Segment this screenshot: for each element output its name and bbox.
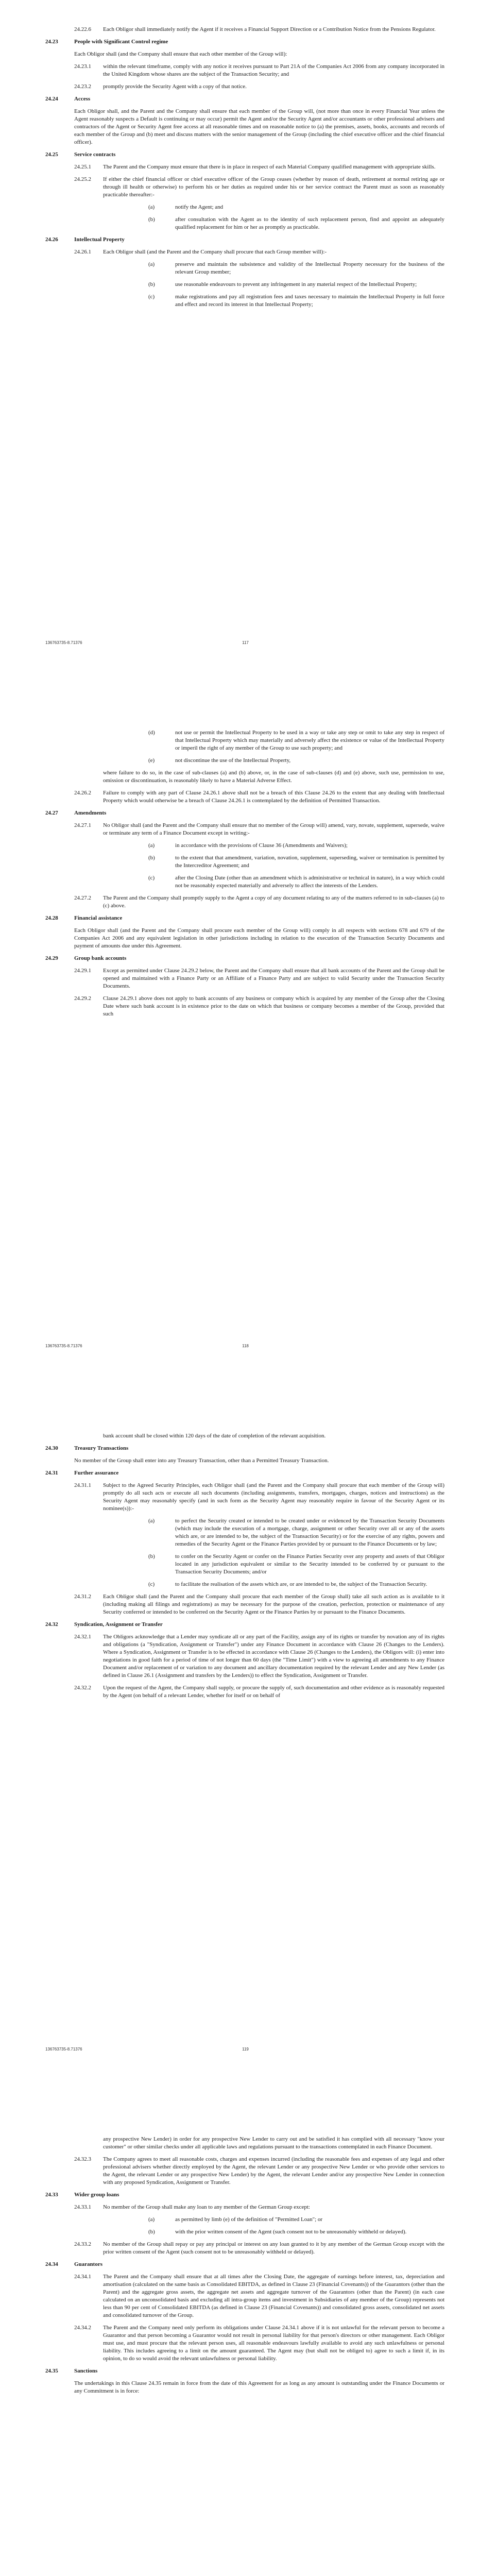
clause-24-29-2	[74, 995, 444, 1018]
clause-text: No member of the Group shall make any loan to any member of the German Group except:	[103, 2204, 310, 2210]
document-reference: 136763735-8.71376	[45, 1344, 82, 1348]
item-text: to perfect the Security created or intended to be created under or evidenced by the Transaction Security Documents (which may include the execution of a mortgage, charge, assignment or other Security over all or any of the assets which are, or are intended to be, the subject of the Transaction Security) or for the exercise of any rights, powers and remedies of the Security Agent or the Finance Parties provided by or pursuant to the Finance Documents or by law;	[175, 1518, 444, 1547]
clause-24-29-1	[74, 967, 444, 990]
clause-number: 24.25.2	[74, 176, 91, 182]
item-letter: (b)	[148, 2229, 155, 2235]
clause-24-31-2	[74, 1593, 444, 1616]
clause-24-25-2-a	[148, 204, 444, 211]
clause-text: Each Obligor shall (and the Parent and the Company shall procure that each member of the Group shall) take all such action as is available to it (including making all filings and registrations) as may be necessary for the purpose of the creation, perfection, protection or maintenance of any Security conferred or intended to be conferred on the Security Agent or the Finance Parties by or pursuant to the Finance Documents.	[103, 1594, 444, 1615]
paragraph: The undertakings in this Clause 24.35 remain in force from the date of this Agreement for as long as any amount is outstanding under the Finance Documents or any Commitment is in force:	[74, 2380, 444, 2394]
paragraph: Each Obligor shall (and the Parent and the Company shall procure each member of the Group will) comply in all respects with sections 678 and 679 of the Companies Act 2006 and any equivalent legislation in other jurisdictions including in relation to the execution of the Transaction Security Documents and payment of amounts due under this Agreement.	[74, 927, 444, 949]
page-1-content	[45, 26, 444, 313]
item-letter: (a)	[148, 1518, 155, 1524]
clause-number: 24.26.1	[74, 249, 91, 255]
clause-24-25-1	[74, 163, 444, 171]
section-number: 24.33	[45, 2192, 58, 2198]
clause-24-33-1	[74, 2204, 444, 2211]
section-title: Amendments	[74, 810, 107, 816]
item-text: not use or permit the Intellectual Property to be used in a way or take any step or omit to take any step in respect of that Intellectual Property which may materially and adversely affect the existence or value of the Intellectual Property or imperil the right of any member of the Group to use such property; and	[175, 730, 444, 751]
clause-number: 24.34.2	[74, 2325, 91, 2331]
document-reference: 136763735-8.71376	[45, 640, 82, 645]
clause-24-25-2	[74, 176, 444, 199]
clause-text: within the relevant timeframe, comply with any notice it receives pursuant to Part 21A of the Companies Act 2006 from any company incorporated in the United Kingdom whose shares are the subject of the Transaction Security; and	[103, 63, 444, 77]
clause-24-31-1	[74, 1482, 444, 1513]
item-text: not discontinue the use of the Intellectual Property,	[175, 757, 291, 764]
clause-24-23-1	[74, 63, 444, 78]
item-letter: (a)	[148, 261, 155, 267]
item-letter: (b)	[148, 855, 155, 861]
item-text: after the Closing Date (other than an amendment which is administrative or technical in nature), in a way which could not be reasonably expected materially and adversely to affect the interests of the Lenders.	[175, 875, 444, 889]
clause-text: Subject to the Agreed Security Principles, each Obligor shall (and the Parent and the Company shall procure that each member of the Group will) promptly do all such acts or execute all such documents (including assignments, transfers, mortgages, charges, notices and instructions) as the Security Agent may reasonably specify (and in such form as the Security Agent may reasonably require in favour of the Security Agent or its nominee(s)):-	[103, 1482, 444, 1512]
clause-24-26-1-a	[148, 261, 444, 276]
page-footer	[45, 1342, 445, 1349]
item-letter: (a)	[148, 204, 155, 210]
clause-text: The Parent and the Company shall ensure that at all times after the Closing Date, the aggregate of earnings before interest, tax, depreciation and amortisation (calculated on the same basis as Consolidated EBITDA, as defined in Clause 23 (Financial Covenants)) of the Guarantors (other than the Parent) and the aggregate gross assets, the aggregate net assets and aggregate turnover of the Guarantors (other than the Parent) (in each case calculated on an unconsolidated basis and excluding all intra-group items and investment in Subsidiaries of any member of the Group) represents not less than 90 per cent of Consolidated EBITDA (as defined in Clause 23 (Financial Covenants)) and consolidated gross assets, consolidated net assets and consolidated turnover of the Group.	[103, 2274, 444, 2318]
paragraph: Each Obligor shall, and the Parent and the Company shall ensure that each member of the Group will, (not more than once in every Financial Year unless the Agent reasonably suspects a Default is continuing or may occur) permit the Agent and/or the Security Agent and/or accountants or other professional advisers and contractors of the Agent or Security Agent free access at all reasonable times and on reasonable notice to (a) the premises, assets, books, accounts and records of each member of the Group and (b) meet and discuss matters with the senior management of the Group (including the chief executive officer and the chief financial officer).	[74, 108, 444, 145]
clause-24-27-1	[74, 822, 444, 837]
item-letter: (a)	[148, 2216, 155, 2223]
item-text: after consultation with the Agent as to the identity of such replacement person, find and appoint an adequately qualified replacement for him or her as promptly as practicable.	[175, 216, 444, 230]
clause-text: No Obligor shall (and the Parent and the Company shall ensure that no member of the Group will) amend, vary, novate, supplement, supersede, waive or terminate any term of a Finance Document except in writing:-	[103, 822, 444, 836]
heading-24-30	[45, 1445, 444, 1452]
item-text: notify the Agent; and	[175, 204, 224, 210]
section-number: 24.35	[45, 2368, 58, 2374]
clause-text: No member of the Group shall repay or pay any principal or interest on any loan granted to it by any member of the German Group except with the prior written consent of the Agent (such consent not to be unreasonably withheld or delayed).	[103, 2241, 444, 2255]
section-title: Wider group loans	[74, 2192, 119, 2198]
section-title: Further assurance	[74, 1470, 119, 1476]
document-reference: 136763735-8.71376	[45, 2047, 82, 2052]
heading-24-33	[45, 2191, 444, 2199]
clause-number: 24.27.1	[74, 822, 91, 828]
item-text: to facilitate the realisation of the assets which are, or are intended to be, the subject of the Transaction Security.	[175, 1581, 427, 1587]
clause-text: Each Obligor shall (and the Parent and the Company shall procure that each Group member will):-	[103, 249, 327, 255]
clause-text: The Parent and the Company shall promptly supply to the Agent a copy of any document relating to any of the matters referred to in sub-clauses (a) to (c) above.	[103, 895, 444, 909]
clause-24-23-2	[74, 83, 444, 91]
heading-24-31	[45, 1469, 444, 1477]
clause-24-25-2-b	[148, 216, 444, 231]
clause-number: 24.33.2	[74, 2241, 91, 2247]
clause-text: Each Obligor shall immediately notify the Agent if it receives a Financial Support Direction or a Contribution Notice from the Pensions Regulator.	[103, 26, 436, 32]
clause-24-26-1-c	[148, 293, 444, 309]
section-title: People with Significant Control regime	[74, 39, 168, 45]
item-letter: (c)	[148, 294, 155, 300]
page-3	[0, 1406, 497, 2110]
clause-24-26-1-b	[148, 281, 444, 289]
heading-24-24	[45, 95, 444, 103]
item-letter: (b)	[148, 216, 155, 223]
clause-number: 24.23.2	[74, 83, 91, 90]
clause-24-33-1-a	[148, 2216, 444, 2224]
clause-text: Upon the request of the Agent, the Company shall supply, or procure the supply of, such documentation and other evidence as is reasonably requested by the Agent (on behalf of a relevant Lender, whether for itself or on behalf of	[103, 1685, 444, 1699]
heading-24-27	[45, 809, 444, 817]
clause-number: 24.26.2	[74, 790, 91, 796]
section-number: 24.30	[45, 1445, 58, 1451]
clause-number: 24.25.1	[74, 164, 91, 170]
item-text: with the prior written consent of the Agent (such consent not to be unreasonably withheld or delayed).	[175, 2229, 407, 2235]
clause-number: 24.32.3	[74, 2156, 91, 2162]
section-number: 24.26	[45, 236, 58, 243]
clause-number: 24.32.1	[74, 1634, 91, 1640]
clause-24-33-1-b	[148, 2228, 444, 2236]
paragraph: bank account shall be closed within 120 days of the date of completion of the relevant acquisition.	[103, 1433, 326, 1439]
section-number: 24.28	[45, 915, 58, 921]
clause-24-31-1-a	[148, 1517, 444, 1548]
page-number: 118	[242, 1344, 249, 1348]
paragraph: any prospective New Lender) in order for any prospective New Lender to carry out and be satisfied it has complied with all necessary "know your customer" or other similar checks under all applicable laws and regulations pursuant to the transactions contemplated in each Finance Document.	[103, 2136, 444, 2150]
item-text: make registrations and pay all registration fees and taxes necessary to maintain the Intellectual Property in full force and effect and record its interest in that Intellectual Property;	[175, 294, 444, 308]
page-4	[0, 2110, 497, 2576]
clause-number: 24.22.6	[74, 26, 91, 32]
section-number: 24.34	[45, 2261, 58, 2267]
clause-text: Clause 24.29.1 above does not apply to bank accounts of any business or company which is acquired by any member of the Group after the Closing Date where such bank account is in existence prior to the date on which that business or company becomes a member of the Group, provided that such	[103, 995, 444, 1017]
section-title: Treasury Transactions	[74, 1445, 129, 1451]
clause-24-27-1-a	[148, 842, 444, 850]
section-number: 24.27	[45, 810, 58, 816]
clause-text: The Parent and the Company must ensure that there is in place in respect of each Material Company qualified management with appropriate skills.	[103, 164, 436, 170]
heading-24-32	[45, 1621, 444, 1629]
clause-24-26-1-d	[148, 729, 444, 752]
item-text: to the extent that that amendment, variation, novation, supplement, superseding, waiver or termination is permitted by the Intercreditor Agreement; and	[175, 855, 444, 869]
heading-24-35	[45, 2367, 444, 2375]
section-number: 24.25	[45, 151, 58, 158]
clause-number: 24.34.1	[74, 2274, 91, 2280]
section-number: 24.29	[45, 955, 58, 961]
page-number: 119	[242, 2047, 249, 2052]
clause-24-26-1-e	[148, 757, 444, 765]
heading-24-29	[45, 955, 444, 962]
item-text: preserve and maintain the subsistence and validity of the Intellectual Property necessary for the business of the relevant Group member;	[175, 261, 444, 275]
item-text: use reasonable endeavours to prevent any infringement in any material respect of the Intellectual Property;	[175, 281, 417, 287]
heading-24-26	[45, 236, 444, 244]
section-title: Sanctions	[74, 2368, 98, 2374]
clause-number: 24.33.1	[74, 2204, 91, 2210]
section-title: Group bank accounts	[74, 955, 127, 961]
section-title: Service contracts	[74, 151, 116, 158]
paragraph: No member of the Group shall enter into any Treasury Transaction, other than a Permitted Treasury Transaction.	[74, 1458, 329, 1464]
heading-24-25	[45, 151, 444, 159]
clause-24-34-2	[74, 2324, 444, 2363]
paragraph: where failure to do so, in the case of sub-clauses (a) and (b) above, or, in the case of sub-clauses (d) and (e) above, such use, permission to use, omission or discontinuation, is reasonably likely to have a Material Adverse Effect.	[103, 770, 444, 784]
page-1	[0, 0, 497, 703]
section-number: 24.31	[45, 1470, 58, 1476]
item-text: to confer on the Security Agent or confer on the Finance Parties Security over any property and assets of that Obligor located in any jurisdiction equivalent or similar to the Security intended to be conferred by or pursuant to the Transaction Security Documents; and/or	[175, 1553, 444, 1575]
section-title: Syndication, Assignment or Transfer	[74, 1621, 163, 1628]
page-2-content	[45, 729, 444, 1023]
item-letter: (a)	[148, 842, 155, 849]
item-letter: (e)	[148, 757, 155, 764]
clause-text: promptly provide the Security Agent with a copy of that notice.	[103, 83, 247, 90]
clause-24-34-1	[74, 2273, 444, 2319]
clause-24-32-1	[74, 1633, 444, 1680]
heading-24-34	[45, 2261, 444, 2268]
clause-text: Failure to comply with any part of Clause 24.26.1 above shall not be a breach of this Clause 24.26 to the extent that any dealing with Intellectual Property which would otherwise be a breach of Clause 24.26.1 is contemplated by the definition of Permitted Transaction.	[103, 790, 444, 804]
item-letter: (d)	[148, 730, 155, 736]
item-letter: (b)	[148, 1553, 155, 1560]
clause-24-32-2	[74, 1684, 444, 1700]
clause-24-27-1-c	[148, 874, 444, 890]
clause-text: Except as permitted under Clause 24.29.2 below, the Parent and the Company shall ensure that all bank accounts of the Parent and the Group shall be opened and maintained with a Finance Party or an Affiliate of a Finance Party and are subject to valid Security under the Transaction Security Documents.	[103, 968, 444, 989]
page-number: 117	[242, 640, 249, 645]
clause-24-22-6	[74, 26, 444, 33]
clause-text: The Obligors acknowledge that a Lender may syndicate all or any part of the Facility, assign any of its rights or transfer by novation any of its rights and obligations (a "Syndication, Assignment or Transfer") under any Finance Document in accordance with Clause 26 (Changes to the Lenders). Where a Syndication, Assignment or Transfer is to be effected in accordance with Clause 26 (Changes to the Lenders), the Obligors will: (i) enter into negotiations in good faith for a period of time of not longer than 60 days (the "Time Limit") with a view to agreeing all amendments to any Finance Document and/or replacement of or variation to any document and ancillary documentation required by the relevant Lender and any New Lender (as defined in Clause 26.1 (Assignment and transfers by the Lenders)) to effect the Syndication, Assignment or Transfer.	[103, 1634, 444, 1679]
clause-number: 24.31.2	[74, 1594, 91, 1600]
clause-24-31-1-b	[148, 1553, 444, 1576]
section-title: Financial assistance	[74, 915, 123, 921]
clause-text: The Company agrees to meet all reasonable costs, charges and expenses incurred (including the reasonable fees and expenses of any legal and other professional advisers whether directly employed by the Agent, the relevant Lender or any prospective New Lender or who provide other services to the Agent, the relevant Lender or any prospective New Lender) by the Agent, the relevant Lender and/or any prospective New Lender in connection with any proposed Syndication, Assignment or Transfer.	[103, 2156, 444, 2185]
clause-number: 24.23.1	[74, 63, 91, 70]
item-letter: (c)	[148, 875, 155, 881]
clause-24-26-1	[74, 248, 444, 256]
clause-number: 24.31.1	[74, 1482, 91, 1488]
page-2	[0, 703, 497, 1406]
clause-24-27-2	[74, 894, 444, 910]
clause-24-26-2	[74, 789, 444, 805]
section-title: Guarantors	[74, 2261, 102, 2267]
clause-number: 24.27.2	[74, 895, 91, 901]
clause-number: 24.29.2	[74, 995, 91, 1002]
page-footer	[45, 639, 445, 646]
heading-24-28	[45, 914, 444, 922]
item-text: as permitted by limb (e) of the definition of "Permitted Loan"; or	[175, 2216, 323, 2223]
item-text: in accordance with the provisions of Clause 36 (Amendments and Waivers);	[175, 842, 348, 849]
clause-text: The Parent and the Company need only perform its obligations under Clause 24.34.1 above if it is not unlawful for the relevant person to become a Guarantor and that person becoming a Guarantor would not result in personal liability for that person's directors or other management. Each Obligor must use, and must procure that the relevant person uses, all reasonable endeavours lawfully available to avoid any such unlawfulness or personal liability. This includes agreeing to a limit on the amount guaranteed. The Agent may (but shall not be obliged to) agree to such a limit if, in its opinion, to do so would avoid the relevant unlawfulness or personal liability.	[103, 2325, 444, 2362]
section-title: Access	[74, 96, 91, 102]
paragraph: Each Obligor shall (and the Company shall ensure that each other member of the Group will):	[74, 51, 287, 57]
clause-number: 24.29.1	[74, 968, 91, 974]
clause-text: If either the chief financial officer or chief executive officer of the Group ceases (whether by reason of death, retirement at normal retiring age or through ill health or otherwise) to perform his or her duties as required under his or her service contract the Parent must as soon as reasonably practicable thereafter:-	[103, 176, 444, 198]
page-3-content	[45, 1432, 444, 1704]
section-title: Intellectual Property	[74, 236, 125, 243]
clause-number: 24.32.2	[74, 1685, 91, 1691]
section-number: 24.23	[45, 39, 58, 45]
clause-24-33-2	[74, 2241, 444, 2256]
clause-24-31-1-c	[148, 1581, 444, 1588]
section-number: 24.24	[45, 96, 58, 102]
page-footer	[45, 2045, 445, 2053]
item-letter: (b)	[148, 281, 155, 287]
section-number: 24.32	[45, 1621, 58, 1628]
clause-24-32-3	[74, 2156, 444, 2187]
item-letter: (c)	[148, 1581, 155, 1587]
clause-24-27-1-b	[148, 854, 444, 870]
page-4-content	[45, 2136, 444, 2400]
heading-24-23	[45, 38, 444, 46]
